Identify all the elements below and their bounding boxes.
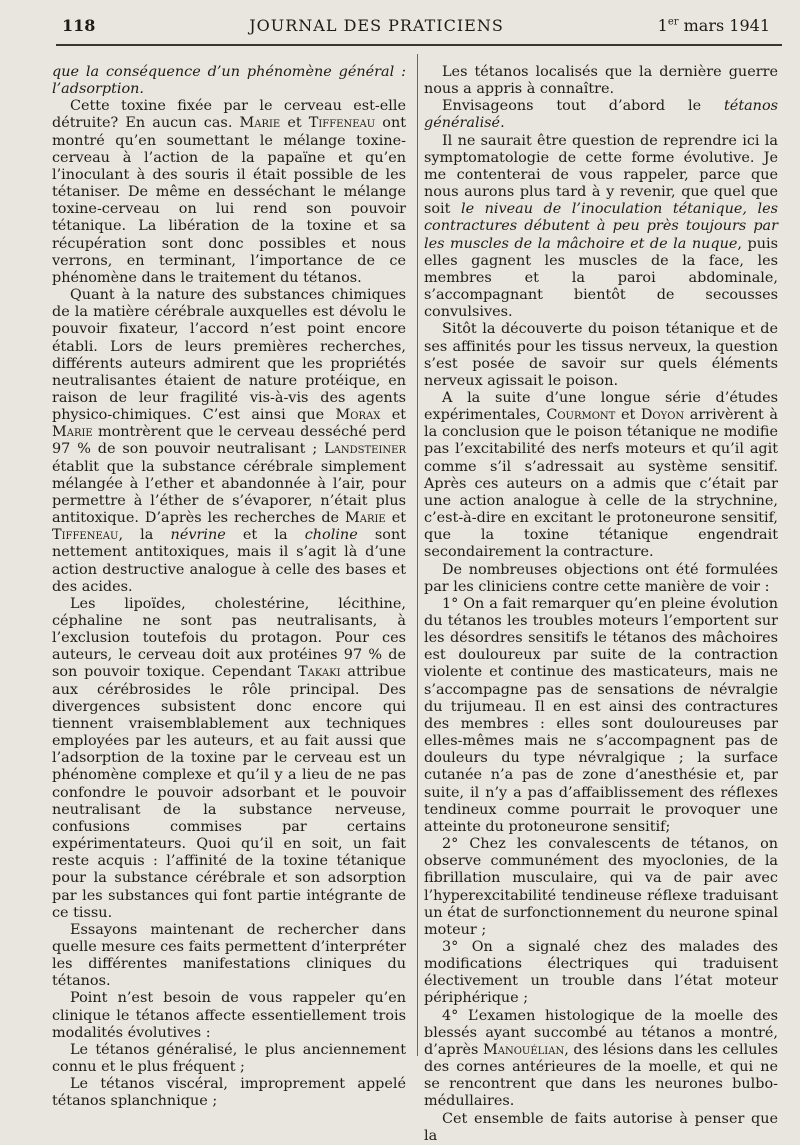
- paragraph-text: 3° On a signalé chez des malades des modifications électriques qui traduisent électivement un trouble dans l’état moteur périphérique ;: [424, 938, 778, 1007]
- paragraph-text: Essayons maintenant de rechercher dans quelle mesure ces faits permettent d’interpréter les différentes manifestations cliniques du tétanos.: [52, 921, 406, 990]
- author-name: Tiffeneau: [308, 115, 376, 132]
- paragraph: [52, 64, 406, 98]
- paragraph: [424, 562, 778, 596]
- page-header: [62, 16, 770, 42]
- paragraph: [52, 1076, 406, 1110]
- paragraph: [52, 1042, 406, 1076]
- paragraph: [424, 98, 778, 132]
- paragraph-text: établit que la substance cérébrale simplement mélangée à l’ether et abandonnée à l’air, pour permettre à l’éther de s’évaporer, n’était plus antitoxique. D’après les recherches de: [52, 458, 406, 527]
- paragraph-text: Sitôt la découverte du poison tétanique et de ses affinités pour les tissus nerveux, la question s’est posée de savoir sur quels éléments nerveux agissait le poison.: [424, 321, 778, 389]
- issue-date: [658, 16, 770, 35]
- header-rule: [56, 44, 782, 46]
- paragraph-text: , la: [118, 527, 171, 544]
- paragraph: [424, 596, 778, 836]
- paragraph-text: arrivèrent à la conclusion que le poison tétanique ne modifie pas l’excitabilité des nerfs moteurs et qu’il agit comme s’il s’adressait au système sensitif. Après ces auteurs on a admis que c’était par une action analogue à celle de la strychnine, c’est-à-dire en excitant le protoneurone sensitif, que la toxine tétanique engendrait secondairement la contracture.: [424, 407, 778, 561]
- column-divider: [417, 54, 418, 1056]
- author-name: Tiffeneau: [52, 527, 119, 544]
- author-name: Marie: [345, 510, 386, 527]
- emphasis-term: le niveau de l’inoculation tétanique, les contractures débutent à peu près toujours par les muscles de la mâchoire et de la nuque: [424, 201, 778, 252]
- author-name: Landsteiner: [324, 441, 406, 458]
- paragraph-text: que la conséquence d’un phénomène général : l’adsorption.: [52, 64, 406, 98]
- paragraph-text: ont montré qu’en soumettant le mélange toxine-cerveau à l’action de la papaïne et qu’en l’inoculant à des souris il était possible de les tétaniser. De même en desséchant le mélange toxine-cerveau on lui rend son pouvoir tétanique. La libération de la toxine et sa récupération sont donc possibles et nous verrons, en terminant, l’importance de ce phénomène dans le traitement du tétanos.: [52, 115, 407, 286]
- emphasis-term: choline: [304, 527, 358, 544]
- author-name: Marie: [239, 115, 281, 132]
- paragraph: [52, 990, 406, 1041]
- author-name: Doyon: [640, 407, 685, 424]
- paragraph: [424, 321, 778, 390]
- paragraph-text: , puis elles gagnent les muscles de la face, les membres et la paroi abdominale, s’accompagnant bientôt de secousses convulsives.: [424, 235, 778, 321]
- paragraph-text: Cette toxine fixée par le cerveau est-elle détruite? En aucun cas.: [52, 98, 406, 132]
- paragraph-text: et: [385, 510, 407, 527]
- paragraph: [52, 596, 406, 922]
- journal-title: JOURNAL DES PRATICIENS: [249, 16, 504, 35]
- left-column: [52, 64, 407, 1110]
- paragraph-text: et: [615, 407, 641, 424]
- paragraph-text: Envisageons tout d’abord le: [442, 98, 725, 115]
- issue-date-day: 1: [657, 16, 668, 35]
- paragraph: [424, 1008, 778, 1111]
- paragraph-text: 2° Chez les convalescents de tétanos, on observe communément des myoclonies, de la fibrillation musculaire, qui va de pair avec l’hyperexcitabilité tendineuse réflexe traduisant un état de surfonctionnement du neurone spinal moteur ;: [424, 836, 778, 938]
- page-number: 118: [62, 16, 96, 35]
- paragraph-text: .: [500, 115, 505, 132]
- paragraph: [424, 133, 778, 322]
- paragraph: [52, 922, 406, 991]
- paragraph-text: , des lésions dans les cellules des cornes antérieures de la moelle, et qui ne se rencontrent que dans les neurones bulbo-médullaires.: [424, 1041, 778, 1110]
- author-name: Morax: [335, 407, 381, 424]
- paragraph-text: Le tétanos généralisé, le plus anciennement connu et le plus fréquent ;: [52, 1041, 406, 1076]
- author-name: Courmont: [546, 407, 616, 424]
- paragraph: [52, 98, 406, 287]
- paragraph: [424, 1111, 778, 1145]
- paragraph-text: et: [280, 115, 309, 132]
- author-name: Marie: [52, 424, 93, 441]
- paragraph-text: De nombreuses objections ont été formulées par les cliniciens contre cette manière de voir :: [424, 561, 778, 595]
- paragraph-text: A la suite d’une longue série d’études expérimentales,: [424, 389, 778, 424]
- paragraph-text: Point n’est besoin de vous rappeler qu’en clinique le tétanos affecte essentiellement trois modalités évolutives :: [52, 990, 406, 1041]
- paragraph: [424, 939, 778, 1008]
- paragraph: [52, 287, 406, 596]
- paragraph-text: sont nettement antitoxiques, mais il s’agit là d’une action destructive analogue à celle des bases et des acides.: [52, 527, 406, 595]
- issue-date-sup: er: [667, 16, 679, 28]
- paragraph-text: Le tétanos viscéral, improprement appelé tétanos splanchnique ;: [52, 1076, 406, 1110]
- issue-date-rest: mars 1941: [683, 16, 770, 35]
- paragraph-text: Quant à la nature des substances chimiques de la matière cérébrale auxquelles est dévolu le pouvoir fixateur, l’accord n’est point encore établi. Lors de leurs premières recherches, différents auteurs admirent que les propriétés neutralisantes étaient de nature protéique, en raison de leur fragilité vis-à-vis des agents physico-chimiques. C’est ainsi que: [52, 287, 406, 424]
- paragraph-text: et: [380, 407, 406, 424]
- paragraph-text: Il ne saurait être question de reprendre ici la symptomatologie de cette forme évolutive. Je me contenterai de vous rappeler, parce que nous aurons plus tard à y revenir, que quel que soit: [424, 132, 778, 218]
- paragraph-text: Les tétanos localisés que la dernière guerre nous a appris à connaître.: [424, 64, 778, 98]
- paragraph: [424, 64, 778, 98]
- right-column: [424, 64, 778, 1144]
- emphasis-term: névrine: [170, 527, 226, 544]
- author-name: Takaki: [298, 664, 341, 681]
- paragraph: [424, 390, 778, 562]
- author-name: Manouélian: [483, 1041, 565, 1058]
- paragraph: [424, 836, 778, 939]
- paragraph-text: 1° On a fait remarquer qu’en pleine évolution du tétanos les troubles moteurs l’emportent sur les désordres sensitifs le tétanos des mâchoires est douloureux par suite de la contraction violente et continue des masticateurs, mais ne s’accompagne pas de sensations de névralgie du trijumeau. Il en est ainsi des contractures des membres : elles sont douloureuses par elles-mêmes mais ne s’accompagnent pas de douleurs du type névralgique ; la surface cutanée n’a pas de zone d’anesthésie et, par suite, il n’y a pas d’affaiblissement des réflexes tendineux comme pourrait le provoquer une atteinte du protoneurone sensitif;: [424, 595, 778, 835]
- paragraph-text: Cet ensemble de faits autorise à penser que la: [424, 1110, 778, 1144]
- paragraph-text: 4° L’examen histologique de la moelle des blessés ayant succombé au tétanos a montré, d’après: [424, 1007, 778, 1058]
- paragraph-text: et la: [225, 527, 305, 544]
- paragraph-text: montrèrent que le cerveau desséché perd 97 % de son pouvoir neutralisant ;: [52, 424, 406, 458]
- emphasis-term: tétanos généralisé: [424, 98, 778, 132]
- paragraph-text: attribue aux cérébrosides le rôle principal. Des divergences subsistent donc encore qui tiennent vraisemblablement aux techniques employées par les auteurs, et au fait aussi que l’adsorption de la toxine par le cerveau est un phénomène complexe et qu’il y a lieu de ne pas confondre le pouvoir adsorbant et le pouvoir neutralisant de la substance nerveuse, confusions commises par certains expérimentateurs. Quoi qu’il en soit, un fait reste acquis : l’affinité de la toxine tétanique pour la substance cérébrale et son adsorption par les substances qui font partie intégrante de ce tissu.: [52, 664, 407, 921]
- paragraph-text: Les lipoïdes, cholestérine, lécithine, céphaline ne sont pas neutralisants, à l’exclusion toutefois du protagon. Pour ces auteurs, le cerveau doit aux protéines 97 % de son pouvoir toxique. Cependant: [52, 595, 406, 681]
